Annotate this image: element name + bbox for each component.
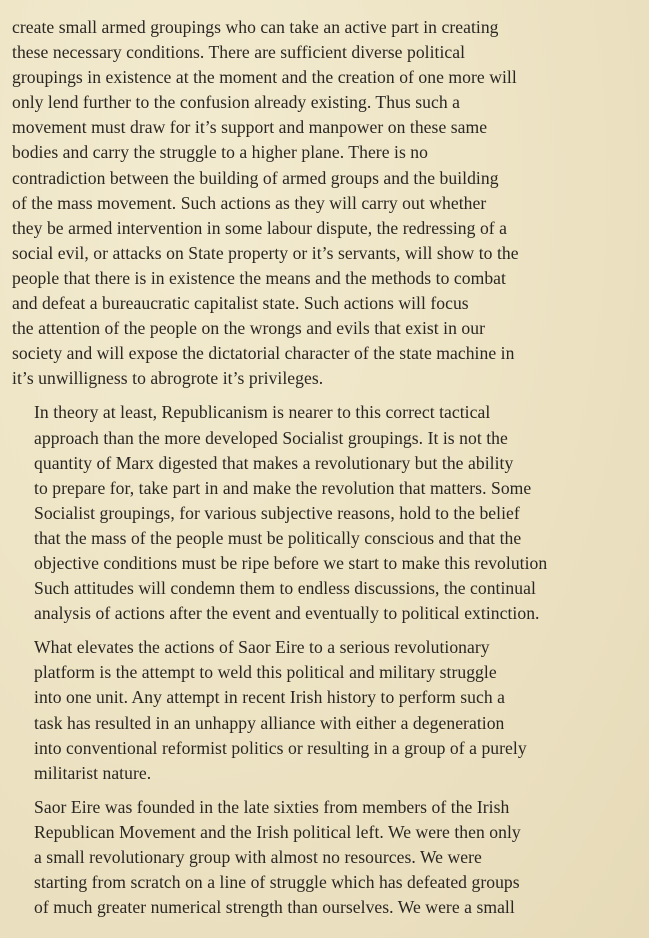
- text-line: Republican Movement and the Irish political left. We were then only: [34, 821, 521, 842]
- text-line: and defeat a bureaucratic capitalist state. Such actions will focus: [12, 293, 469, 314]
- text-line: In theory at least, Republicanism is nearer to this correct tactical: [34, 402, 491, 423]
- text-line: Socialist groupings, for various subjective reasons, hold to the belief: [34, 502, 520, 523]
- text-line: society and will expose the dictatorial character of the state machine in: [12, 343, 515, 364]
- paragraph-4: [12, 795, 623, 920]
- text-line: groupings in existence at the moment and the creation of one more will: [12, 67, 517, 88]
- text-line: into conventional reformist politics or resulting in a group of a purely: [34, 737, 527, 758]
- text-line: Such attitudes will condemn them to endless discussions, the continual: [34, 578, 536, 599]
- text-line: social evil, or attacks on State property or it’s servants, will show to the: [12, 242, 519, 263]
- text-line: Saor Eire was founded in the late sixties from members of the Irish: [34, 796, 510, 817]
- text-line: to prepare for, take part in and make the revolution that matters. Some: [34, 477, 532, 498]
- text-line: analysis of actions after the event and eventually to political extinction.: [34, 603, 540, 624]
- text-line: bodies and carry the struggle to a higher plane. There is no: [12, 142, 428, 163]
- text-line: movement must draw for it’s support and manpower on these same: [12, 117, 488, 138]
- text-line: it’s unwilligness to abrogrote it’s privileges.: [12, 368, 324, 389]
- text-line: into one unit. Any attempt in recent Irish history to perform such a: [34, 687, 505, 708]
- paragraph-1: [12, 15, 623, 391]
- text-line: approach than the more developed Socialist groupings. It is not the: [34, 427, 508, 448]
- text-line: they be armed intervention in some labour dispute, the redressing of a: [12, 217, 508, 238]
- text-line: a small revolutionary group with almost no resources. We were: [34, 847, 482, 867]
- text-line: contradiction between the building of armed groups and the building: [12, 167, 499, 188]
- text-line: create small armed groupings who can take an active part in creating: [12, 17, 499, 37]
- text-line: that the mass of the people must be politically conscious and that the: [34, 527, 522, 548]
- text-line: these necessary conditions. There are sufficient diverse political: [12, 42, 466, 63]
- paragraph-3: [12, 635, 623, 786]
- text-line: platform is the attempt to weld this political and military struggle: [34, 662, 497, 683]
- text-line: militarist nature.: [34, 762, 152, 783]
- text-line: of much greater numerical strength than ourselves. We were a small: [34, 897, 515, 918]
- text-line: What elevates the actions of Saor Eire to a serious revolutionary: [34, 637, 490, 658]
- text-line: the attention of the people on the wrongs and evils that exist in our: [12, 318, 485, 339]
- text-line: only lend further to the confusion already existing. Thus such a: [12, 92, 460, 113]
- text-line: people that there is in existence the means and the methods to combat: [12, 267, 506, 288]
- text-line: starting from scratch on a line of struggle which has defeated groups: [34, 872, 520, 893]
- text-line: task has resulted in an unhappy alliance with either a degeneration: [34, 712, 505, 733]
- paragraph-2: [12, 400, 623, 626]
- text-line: of the mass movement. Such actions as they will carry out whether: [12, 192, 487, 213]
- text-line: objective conditions must be ripe before we start to make this revolution: [34, 552, 548, 573]
- text-line: quantity of Marx digested that makes a revolutionary but the ability: [34, 452, 514, 473]
